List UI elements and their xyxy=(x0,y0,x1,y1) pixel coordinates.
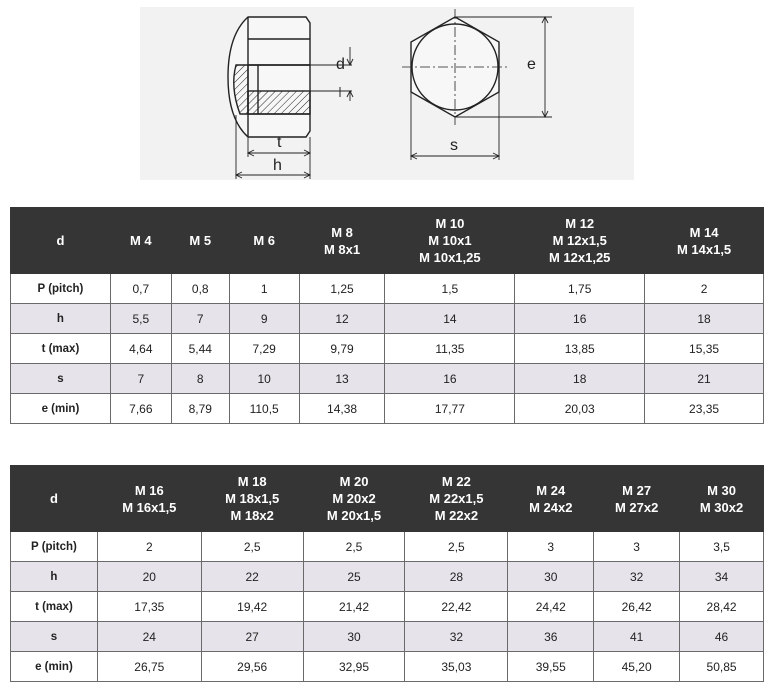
table-cell: 35,03 xyxy=(405,652,508,682)
row-label: P (pitch) xyxy=(11,532,98,562)
table-cell: 1 xyxy=(229,274,299,304)
table-cell: 34 xyxy=(680,562,764,592)
table-cell: 2,5 xyxy=(201,532,303,562)
table-cell: 8,79 xyxy=(171,394,229,424)
table-cell: 16 xyxy=(385,364,515,394)
table-cell: 7 xyxy=(171,304,229,334)
table-cell: 21 xyxy=(645,364,764,394)
technical-drawing xyxy=(140,7,634,180)
dimension-table-2 xyxy=(10,465,764,682)
table-cell: 3 xyxy=(594,532,680,562)
dimension-table-1 xyxy=(10,207,764,424)
table-cell: 27 xyxy=(201,622,303,652)
table-cell: 18 xyxy=(515,364,645,394)
table-cell: 0,7 xyxy=(110,274,171,304)
table-cell: 10 xyxy=(229,364,299,394)
table-row xyxy=(11,364,764,394)
table-cell: 12 xyxy=(299,304,385,334)
table-cell: 9,79 xyxy=(299,334,385,364)
header-size: M 24 M 24x2 xyxy=(508,466,594,532)
label-e: e xyxy=(527,56,536,73)
table-cell: 9 xyxy=(229,304,299,334)
table-cell: 50,85 xyxy=(680,652,764,682)
table-cell: 5,5 xyxy=(110,304,171,334)
table-header-row xyxy=(11,208,764,274)
table-cell: 20 xyxy=(97,562,201,592)
table-cell: 2 xyxy=(645,274,764,304)
table-cell: 21,42 xyxy=(303,592,405,622)
table-cell: 32 xyxy=(405,622,508,652)
header-size: M 6 xyxy=(229,208,299,274)
table-cell: 29,56 xyxy=(201,652,303,682)
cap-nut-drawing xyxy=(140,7,634,180)
header-size: M 20 M 20x2 M 20x1,5 xyxy=(303,466,405,532)
table-row xyxy=(11,334,764,364)
header-size: M 18 M 18x1,5 M 18x2 xyxy=(201,466,303,532)
header-size: M 12 M 12x1,5 M 12x1,25 xyxy=(515,208,645,274)
table-cell: 28 xyxy=(405,562,508,592)
row-label: P (pitch) xyxy=(11,274,111,304)
table-cell: 16 xyxy=(515,304,645,334)
side-view xyxy=(228,17,353,179)
table-cell: 15,35 xyxy=(645,334,764,364)
header-size: M 22 M 22x1,5 M 22x2 xyxy=(405,466,508,532)
label-s: s xyxy=(450,137,458,154)
table-cell: 14,38 xyxy=(299,394,385,424)
table-cell: 11,35 xyxy=(385,334,515,364)
table-cell: 2,5 xyxy=(303,532,405,562)
table-cell: 1,75 xyxy=(515,274,645,304)
label-t: t xyxy=(277,134,282,151)
header-size: M 30 M 30x2 xyxy=(680,466,764,532)
table-cell: 1,5 xyxy=(385,274,515,304)
table-cell: 1,25 xyxy=(299,274,385,304)
header-size: M 4 xyxy=(110,208,171,274)
table-cell: 14 xyxy=(385,304,515,334)
table-cell: 17,35 xyxy=(97,592,201,622)
table-cell: 39,55 xyxy=(508,652,594,682)
table-cell: 7,66 xyxy=(110,394,171,424)
table-cell: 41 xyxy=(594,622,680,652)
row-label: s xyxy=(11,622,98,652)
row-label: t (max) xyxy=(11,592,98,622)
row-label: t (max) xyxy=(11,334,111,364)
table-cell: 4,64 xyxy=(110,334,171,364)
table-cell: 7 xyxy=(110,364,171,394)
table-cell: 3 xyxy=(508,532,594,562)
table-cell: 20,03 xyxy=(515,394,645,424)
table-row xyxy=(11,592,764,622)
table-cell: 22 xyxy=(201,562,303,592)
label-h: h xyxy=(273,157,282,174)
header-size: M 14 M 14x1,5 xyxy=(645,208,764,274)
table-cell: 5,44 xyxy=(171,334,229,364)
table-cell: 23,35 xyxy=(645,394,764,424)
row-label: h xyxy=(11,562,98,592)
header-d: d xyxy=(11,208,111,274)
table-cell: 18 xyxy=(645,304,764,334)
table-cell: 3,5 xyxy=(680,532,764,562)
table-row xyxy=(11,622,764,652)
table-cell: 8 xyxy=(171,364,229,394)
table-cell: 110,5 xyxy=(229,394,299,424)
table-cell: 17,77 xyxy=(385,394,515,424)
row-label: h xyxy=(11,304,111,334)
table-cell: 25 xyxy=(303,562,405,592)
table-row xyxy=(11,532,764,562)
table-cell: 45,20 xyxy=(594,652,680,682)
table-cell: 13,85 xyxy=(515,334,645,364)
table-row xyxy=(11,394,764,424)
table-cell: 32,95 xyxy=(303,652,405,682)
table-cell: 2 xyxy=(97,532,201,562)
table-row xyxy=(11,652,764,682)
table-cell: 0,8 xyxy=(171,274,229,304)
header-d: d xyxy=(11,466,98,532)
header-size: M 10 M 10x1 M 10x1,25 xyxy=(385,208,515,274)
header-size: M 8 M 8x1 xyxy=(299,208,385,274)
table-cell: 28,42 xyxy=(680,592,764,622)
table-cell: 19,42 xyxy=(201,592,303,622)
table-header-row xyxy=(11,466,764,532)
table-cell: 26,75 xyxy=(97,652,201,682)
table-cell: 30 xyxy=(508,562,594,592)
table-cell: 36 xyxy=(508,622,594,652)
row-label: e (min) xyxy=(11,394,111,424)
header-size: M 27 M 27x2 xyxy=(594,466,680,532)
table-cell: 46 xyxy=(680,622,764,652)
table-cell: 2,5 xyxy=(405,532,508,562)
header-size: M 5 xyxy=(171,208,229,274)
label-d: d xyxy=(336,56,345,73)
row-label: s xyxy=(11,364,111,394)
table-cell: 24 xyxy=(97,622,201,652)
table-row xyxy=(11,274,764,304)
table-cell: 22,42 xyxy=(405,592,508,622)
table-row xyxy=(11,562,764,592)
row-label: e (min) xyxy=(11,652,98,682)
table-cell: 26,42 xyxy=(594,592,680,622)
table-cell: 13 xyxy=(299,364,385,394)
header-size: M 16 M 16x1,5 xyxy=(97,466,201,532)
table-row xyxy=(11,304,764,334)
table-cell: 24,42 xyxy=(508,592,594,622)
table-cell: 30 xyxy=(303,622,405,652)
table-cell: 32 xyxy=(594,562,680,592)
table-cell: 7,29 xyxy=(229,334,299,364)
top-view xyxy=(402,9,552,160)
